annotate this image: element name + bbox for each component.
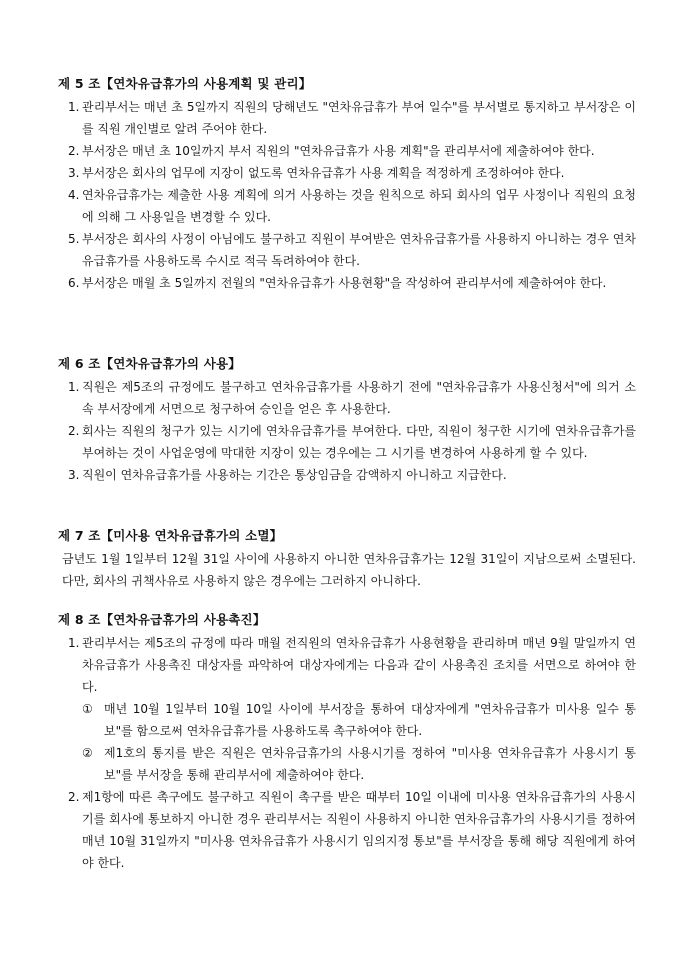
- list-item: [58, 162, 636, 184]
- item-number: 1.: [68, 100, 80, 114]
- sub-item-number: ②: [82, 746, 93, 760]
- article-5: [58, 74, 636, 294]
- article-paragraph: 금년도 1월 1일부터 12월 31일 사이에 사용하지 아니한 연차유급휴가는 12월 31일이 지남으로써 소멸된다. 다만, 회사의 귀책사유로 사용하지 않은 경우에는 그러하지 아니하다.: [62, 552, 636, 588]
- sub-item-text: 제1호의 통지를 받은 직원은 연차유급휴가의 사용시기를 정하여 "미사용 연차유급휴가 사용시기 통보"를 부서장을 통해 관리부서에 제출하여야 한다.: [104, 746, 636, 782]
- list-item: [58, 464, 636, 486]
- sub-item: [58, 698, 636, 742]
- article-title: 제 7 조【미사용 연차유급휴가의 소멸】: [58, 528, 283, 543]
- item-text: 부서장은 회사의 사정이 아님에도 불구하고 직원이 부여받은 연차유급휴가를 사용하지 아니하는 경우 연차유급휴가를 사용하도록 수시로 적극 독려하여야 한다.: [82, 232, 636, 268]
- item-text: 회사는 직원의 청구가 있는 시기에 연차유급휴가를 부여한다. 다만, 직원이 청구한 시기에 연차유급휴가를 부여하는 것이 사업운영에 막대한 지장이 있는 경우에는 그 시기를 변경하여 사용하게 할 수 있다.: [82, 424, 636, 460]
- list-item: [58, 376, 636, 420]
- item-text: 제1항에 따른 촉구에도 불구하고 직원이 촉구를 받은 때부터 10일 이내에 미사용 연차유급휴가의 사용시기를 회사에 통보하지 아니한 경우 관리부서는 직원이 사용하지 아니한 연차유급휴가의 사용시기를 정하여 매년 10월 31일까지 "미사용 연차유급휴가 사용시기 임의지정 통보"를 부서장을 통해 해당 직원에게 하여야 한다.: [82, 790, 636, 870]
- item-number: 5.: [68, 232, 80, 246]
- item-number: 2.: [68, 144, 80, 158]
- item-text: 연차유급휴가는 제출한 사용 계획에 의거 사용하는 것을 원칙으로 하되 회사의 업무 사정이나 직원의 요청에 의해 그 사용일을 변경할 수 있다.: [82, 188, 636, 224]
- list-item: [58, 96, 636, 140]
- item-number: 1.: [68, 380, 80, 394]
- list-item: [58, 420, 636, 464]
- article-7: [58, 526, 636, 592]
- sub-item-number: ①: [82, 702, 93, 716]
- item-text: 관리부서는 매년 초 5일까지 직원의 당해년도 "연차유급휴가 부여 일수"를 부서별로 통지하고 부서장은 이를 직원 개인별로 알려 주어야 한다.: [82, 100, 636, 136]
- list-item: [58, 272, 636, 294]
- item-number: 6.: [68, 276, 80, 290]
- item-text: 관리부서는 제5조의 규정에 따라 매월 전직원의 연차유급휴가 사용현황을 관리하며 매년 9월 말일까지 연차유급휴가 사용촉진 대상자를 파악하여 대상자에게는 다음과 같이 사용촉진 조치를 서면으로 하여야 한다.: [82, 636, 636, 694]
- item-number: 3.: [68, 166, 80, 180]
- item-number: 4.: [68, 188, 80, 202]
- item-text: 부서장은 매년 초 10일까지 부서 직원의 "연차유급휴가 사용 계획"을 관리부서에 제출하여야 한다.: [82, 144, 595, 158]
- article-6: [58, 354, 636, 486]
- article-title: 제 6 조【연차유급휴가의 사용】: [58, 356, 241, 371]
- list-item: [58, 786, 636, 874]
- item-text: 부서장은 매월 초 5일까지 전월의 "연차유급휴가 사용현황"을 작성하여 관리부서에 제출하여야 한다.: [82, 276, 607, 290]
- item-number: 1.: [68, 636, 80, 650]
- list-item: [58, 632, 636, 698]
- article-title: 제 5 조【연차유급휴가의 사용계획 및 관리】: [58, 76, 312, 91]
- article-8: [58, 610, 636, 874]
- item-text: 부서장은 회사의 업무에 지장이 없도록 연차유급휴가 사용 계획을 적정하게 조정하여야 한다.: [82, 166, 565, 180]
- sub-item: [58, 742, 636, 786]
- item-number: 3.: [68, 468, 80, 482]
- list-item: [58, 228, 636, 272]
- list-item: [58, 184, 636, 228]
- item-text: 직원이 연차유급휴가를 사용하는 기간은 통상임금을 감액하지 아니하고 지급한다.: [82, 468, 507, 482]
- item-number: 2.: [68, 790, 80, 804]
- list-item: [58, 140, 636, 162]
- article-title: 제 8 조【연차유급휴가의 사용촉진】: [58, 612, 266, 627]
- item-number: 2.: [68, 424, 80, 438]
- item-text: 직원은 제5조의 규정에도 불구하고 연차유급휴가를 사용하기 전에 "연차유급휴가 사용신청서"에 의거 소속 부서장에게 서면으로 청구하여 승인을 얻은 후 사용한다.: [82, 380, 636, 416]
- sub-item-text: 매년 10월 1일부터 10월 10일 사이에 부서장을 통하여 대상자에게 "연차유급휴가 미사용 일수 통보"를 함으로써 연차유급휴가를 사용하도록 촉구하여야 한다.: [104, 702, 636, 738]
